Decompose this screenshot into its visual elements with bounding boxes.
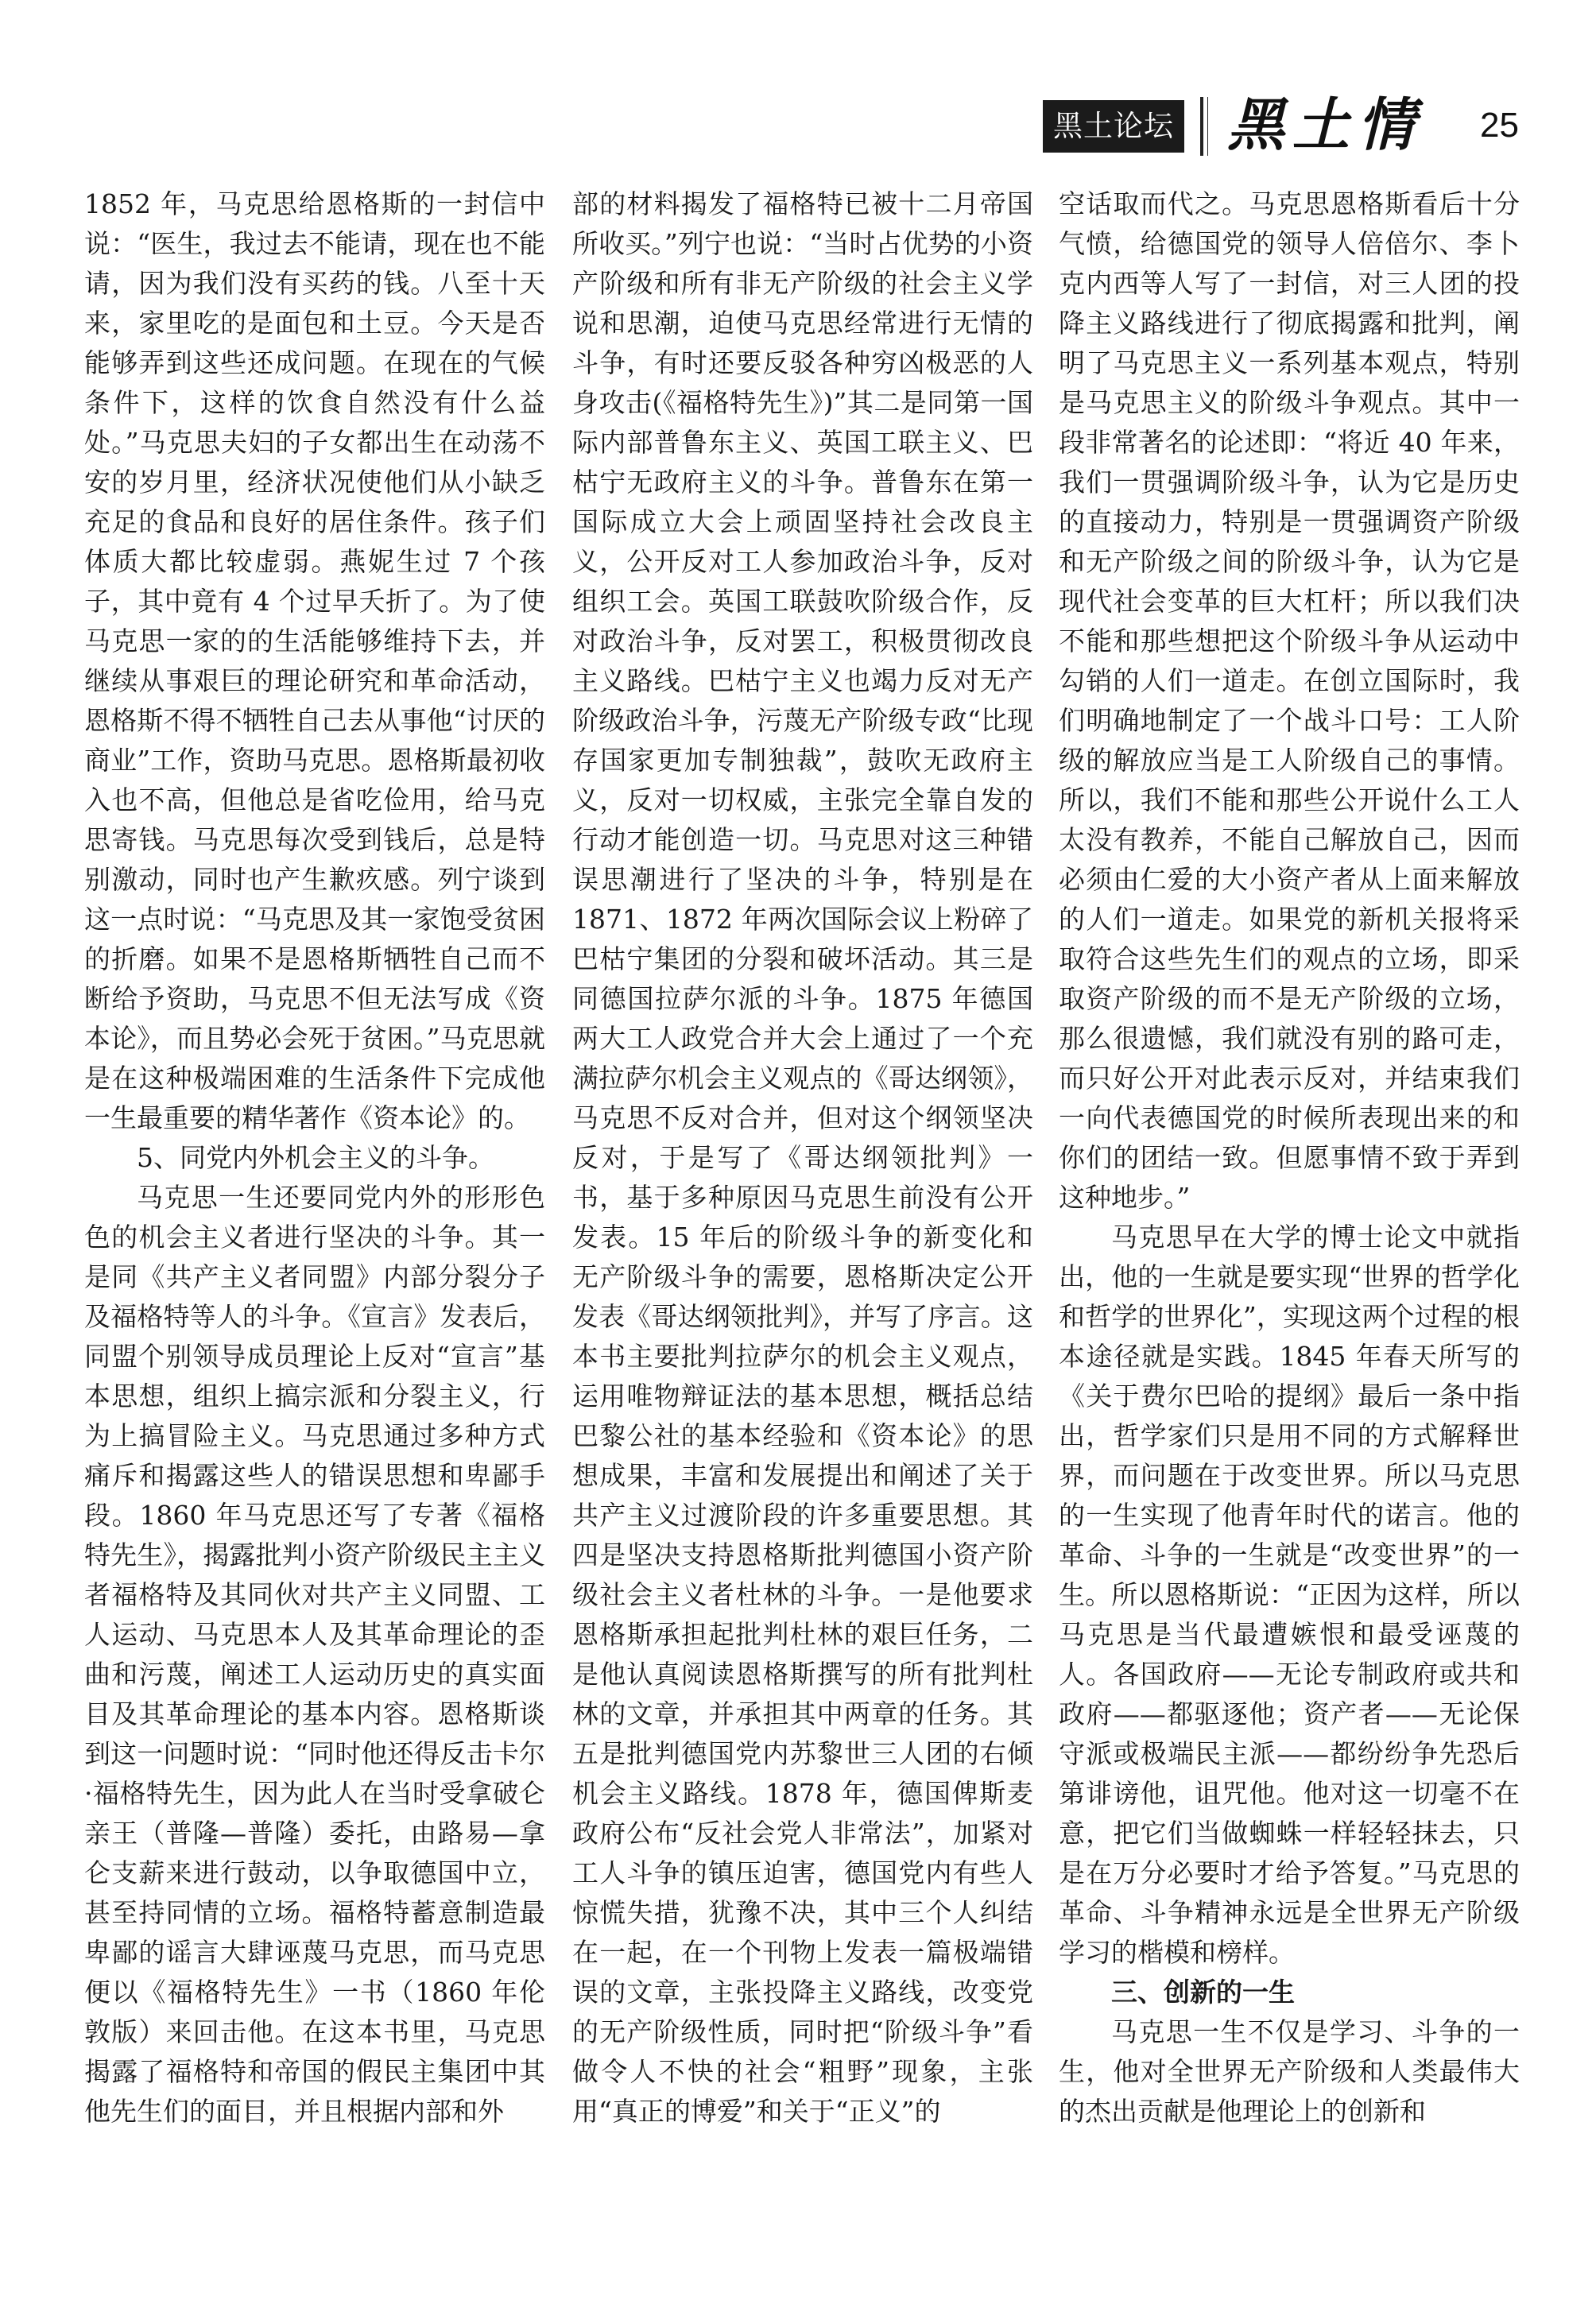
page-header bbox=[0, 0, 1596, 159]
article-column-2 bbox=[572, 184, 1033, 2283]
paragraph: 马克思早在大学的博士论文中就指出，他的一生就是要实现“世界的哲学化和哲学的世界化”，实现这两个过程的根本途径就是实践。1845 年春天所写的《关于费尔巴哈的提纲》最后一条中指出，哲学家们只是用不同的方式解释世界，而问题在于改变世界。所以马克思的一生实现了他青年时代的诺言。他的革命、斗争的一生就是“改变世界”的一生。所以恩格斯说：“正因为这样，所以马克思是当代最遭嫉恨和最受诬蔑的人。各国政府——无论专制政府或共和政府——都驱逐他；资产者——无论保守派或极端民主派——都纷纷争先恐后第诽谤他，诅咒他。他对这一切毫不在意，把它们当做蜘蛛一样轻轻抹去，只是在万分必要时才给予答复。”马克思的革命、斗争精神永远是全世界无产阶级学习的楷模和榜样。 bbox=[1059, 1222, 1520, 1968]
article-column-3 bbox=[1059, 184, 1520, 2283]
magazine-title: 黑土情 bbox=[1227, 91, 1424, 158]
paragraph: 空话取而代之。马克思恩格斯看后十分气愤，给德国党的领导人倍倍尔、李卜克内西等人写了一封信，对三人团的投降主义路线进行了彻底揭露和批判，阐明了马克思主义一系列基本观点，特别是马克思主义的阶级斗争观点。其中一段非常著名的论述即：“将近 40 年来，我们一贯强调阶级斗争，认为它是历史的直接动力，特别是一贯强调资产阶级和无产阶级之间的阶级斗争，认为它是现代社会变革的巨大杠杆；所以我们决不能和那些想把这个阶级斗争从运动中勾销的人们一道走。在创立国际时，我们明确地制定了一个战斗口号：工人阶级的解放应当是工人阶级自己的事情。所以，我们不能和那些公开说什么工人太没有教养，不能自己解放自己，因而必须由仁爱的大小资产者从上面来解放的人们一道走。如果党的新机关报将采取符合这些先生们的观点的立场，即采取资产阶级的而不是无产阶级的立场，那么很遗憾，我们就没有别的路可走，而只好公开对此表示反对，并结束我们一向代表德国党的时候所表现出来的和你们的团结一致。但愿事情不致于弄到这种地步。” bbox=[1059, 188, 1520, 1213]
paragraph: 马克思一生不仅是学习、斗争的一生，他对全世界无产阶级和人类最伟大的杰出贡献是他理论上的创新和 bbox=[1059, 2016, 1520, 2127]
paragraph: 马克思一生还要同党内外的形形色色的机会主义者进行坚决的斗争。其一是同《共产主义者同盟》内部分裂分子及福格特等人的斗争。《宣言》发表后，同盟个别领导成员理论上反对“宣言”基本思想，组织上搞宗派和分裂主义，行为上搞冒险主义。马克思通过多种方式痛斥和揭露这些人的错误思想和卑鄙手段。1860 年马克思还写了专著《福格特先生》，揭露批判小资产阶级民主主义者福格特及其同伙对共产主义同盟、工人运动、马克思本人及其革命理论的歪曲和污蔑，阐述工人运动历史的真实面目及其革命理论的基本内容。恩格斯谈到这一问题时说：“同时他还得反击卡尔·福格特先生，因为此人在当时受拿破仑亲王（普隆—普隆）委托，由路易—拿仑支薪来进行鼓动，以争取德国中立，甚至持同情的立场。福格特蓄意制造最卑鄙的谣言大肆诬蔑马克思，而马克思便以《福格特先生》一书（1860 年伦敦版）来回击他。在这本书里，马克思揭露了福格特和帝国的假民主集团中其他先生们的面目，并且根据内部和外 bbox=[84, 1182, 545, 2127]
header-divider-thin bbox=[1207, 97, 1208, 156]
section-heading: 三、创新的一生 bbox=[1111, 1977, 1295, 2008]
header-divider bbox=[1200, 97, 1203, 156]
subsection-heading: 5、同党内外机会主义的斗争。 bbox=[137, 1142, 494, 1173]
paragraph: 1852 年，马克思给恩格斯的一封信中说：“医生，我过去不能请，现在也不能请，因为我们没有买药的钱。八至十天来，家里吃的是面包和土豆。今天是否能够弄到这些还成问题。在现在的气候条件下，这样的饮食自然没有什么益处。”马克思夫妇的子女都出生在动荡不安的岁月里，经济状况使他们从小缺乏充足的食品和良好的居住条件。孩子们体质大都比较虚弱。燕妮生过 7 个孩子，其中竟有 4 个过早夭折了。为了使马克思一家的的生活能够维持下去，并继续从事艰巨的理论研究和革命活动，恩格斯不得不牺牲自己去从事他“讨厌的商业”工作，资助马克思。恩格斯最初收入也不高，但他总是省吃俭用，给马克思寄钱。马克思每次受到钱后，总是特别激动，同时也产生歉疚感。列宁谈到这一点时说：“马克思及其一家饱受贫困的折磨。如果不是恩格斯牺牲自己而不断给予资助，马克思不但无法写成《资本论》，而且势必会死于贫困。”马克思就是在这种极端困难的生活条件下完成他一生最重要的精华著作《资本论》的。 bbox=[84, 188, 545, 1133]
section-badge: 黑土论坛 bbox=[1043, 100, 1184, 153]
article-column-1 bbox=[84, 184, 545, 2283]
paragraph: 部的材料揭发了福格特已被十二月帝国所收买。”列宁也说：“当时占优势的小资产阶级和所有非无产阶级的社会主义学说和思潮，迫使马克思经常进行无情的斗争，有时还要反驳各种穷凶极恶的人身攻击(《福格特先生》)”其二是同第一国际内部普鲁东主义、英国工联主义、巴枯宁无政府主义的斗争。普鲁东在第一国际成立大会上顽固坚持社会改良主义，公开反对工人参加政治斗争，反对组织工会。英国工联鼓吹阶级合作，反对政治斗争，反对罢工，积极贯彻改良主义路线。巴枯宁主义也竭力反对无产阶级政治斗争，污蔑无产阶级专政“比现存国家更加专制独裁”，鼓吹无政府主义，反对一切权威，主张完全靠自发的行动才能创造一切。马克思对这三种错误思潮进行了坚决的斗争，特别是在 1871、1872 年两次国际会议上粉碎了巴枯宁集团的分裂和破坏活动。其三是同德国拉萨尔派的斗争。1875 年德国两大工人政党合并大会上通过了一个充满拉萨尔机会主义观点的《哥达纲领》，马克思不反对合并，但对这个纲领坚决反对，于是写了《哥达纲领批判》一书，基于多种原因马克思生前没有公开发表。15 年后的阶级斗争的新变化和无产阶级斗争的需要，恩格斯决定公开发表《哥达纲领批判》，并写了序言。这本书主要批判拉萨尔的机会主义观点，运用唯物辩证法的基本思想，概括总结巴黎公社的基本经验和《资本论》的思想成果，丰富和发展提出和阐述了关于共产主义过渡阶段的许多重要思想。其四是坚决支持恩格斯批判德国小资产阶级社会主义者杜林的斗争。一是他要求恩格斯承担起批判杜林的艰巨任务，二是他认真阅读恩格斯撰写的所有批判杜林的文章，并承担其中两章的任务。其五是批判德国党内苏黎世三人团的右倾机会主义路线。1878 年，德国俾斯麦政府公布“反社会党人非常法”，加紧对工人斗争的镇压迫害，德国党内有些人惊慌失措，犹豫不决，其中三个人纠结在一起，在一个刊物上发表一篇极端错误的文章，主张投降主义路线，改变党的无产阶级性质，同时把“阶级斗争”看做令人不快的社会“粗野”现象，主张用“真正的博爱”和关于“正义”的 bbox=[572, 188, 1033, 2127]
page-number: 25 bbox=[1480, 106, 1519, 145]
